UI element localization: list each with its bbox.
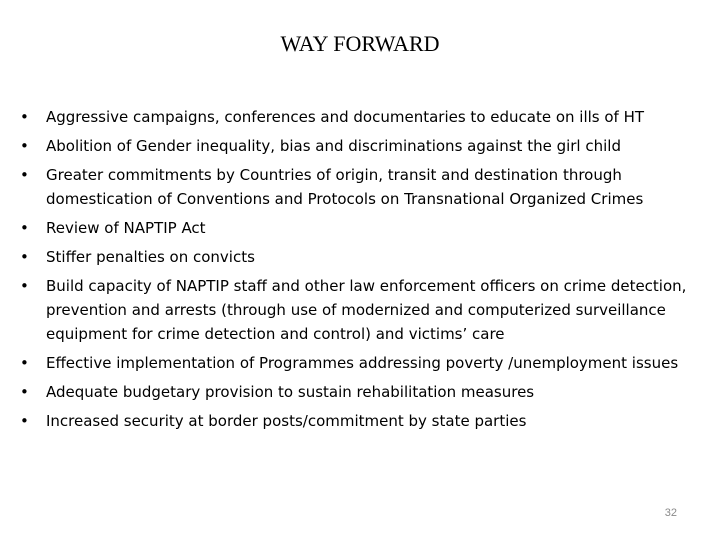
bullet-item: • Review of NAPTIP Act: [20, 216, 710, 240]
slide-title: WAY FORWARD: [280, 31, 440, 56]
page-number: 32: [664, 507, 677, 519]
bullet-item: • Adequate budgetary provision to sustain rehabilitation measures: [20, 380, 710, 404]
bullet-item: • Increased security at border posts/commitment by state parties: [20, 409, 710, 433]
bullet-item: • Stiffer penalties on convicts: [20, 245, 710, 269]
bullet-item: • Build capacity of NAPTIP staff and other law enforcement officers on crime detection, prevention and arrests (through use of modernized and computerized surveillance equipment for crime detection and control) and victims’ care: [20, 274, 710, 346]
bullet-list: [20, 105, 710, 438]
bullet-item: • Effective implementation of Programmes addressing poverty /unemployment issues: [20, 351, 710, 375]
bullet-item: • Abolition of Gender inequality, bias and discriminations against the girl child: [20, 134, 710, 158]
bullet-item: • Aggressive campaigns, conferences and documentaries to educate on ills of HT: [20, 105, 710, 129]
bullet-item: • Greater commitments by Countries of origin, transit and destination through domestication of Conventions and Protocols on Transnational Organized Crimes: [20, 163, 710, 211]
